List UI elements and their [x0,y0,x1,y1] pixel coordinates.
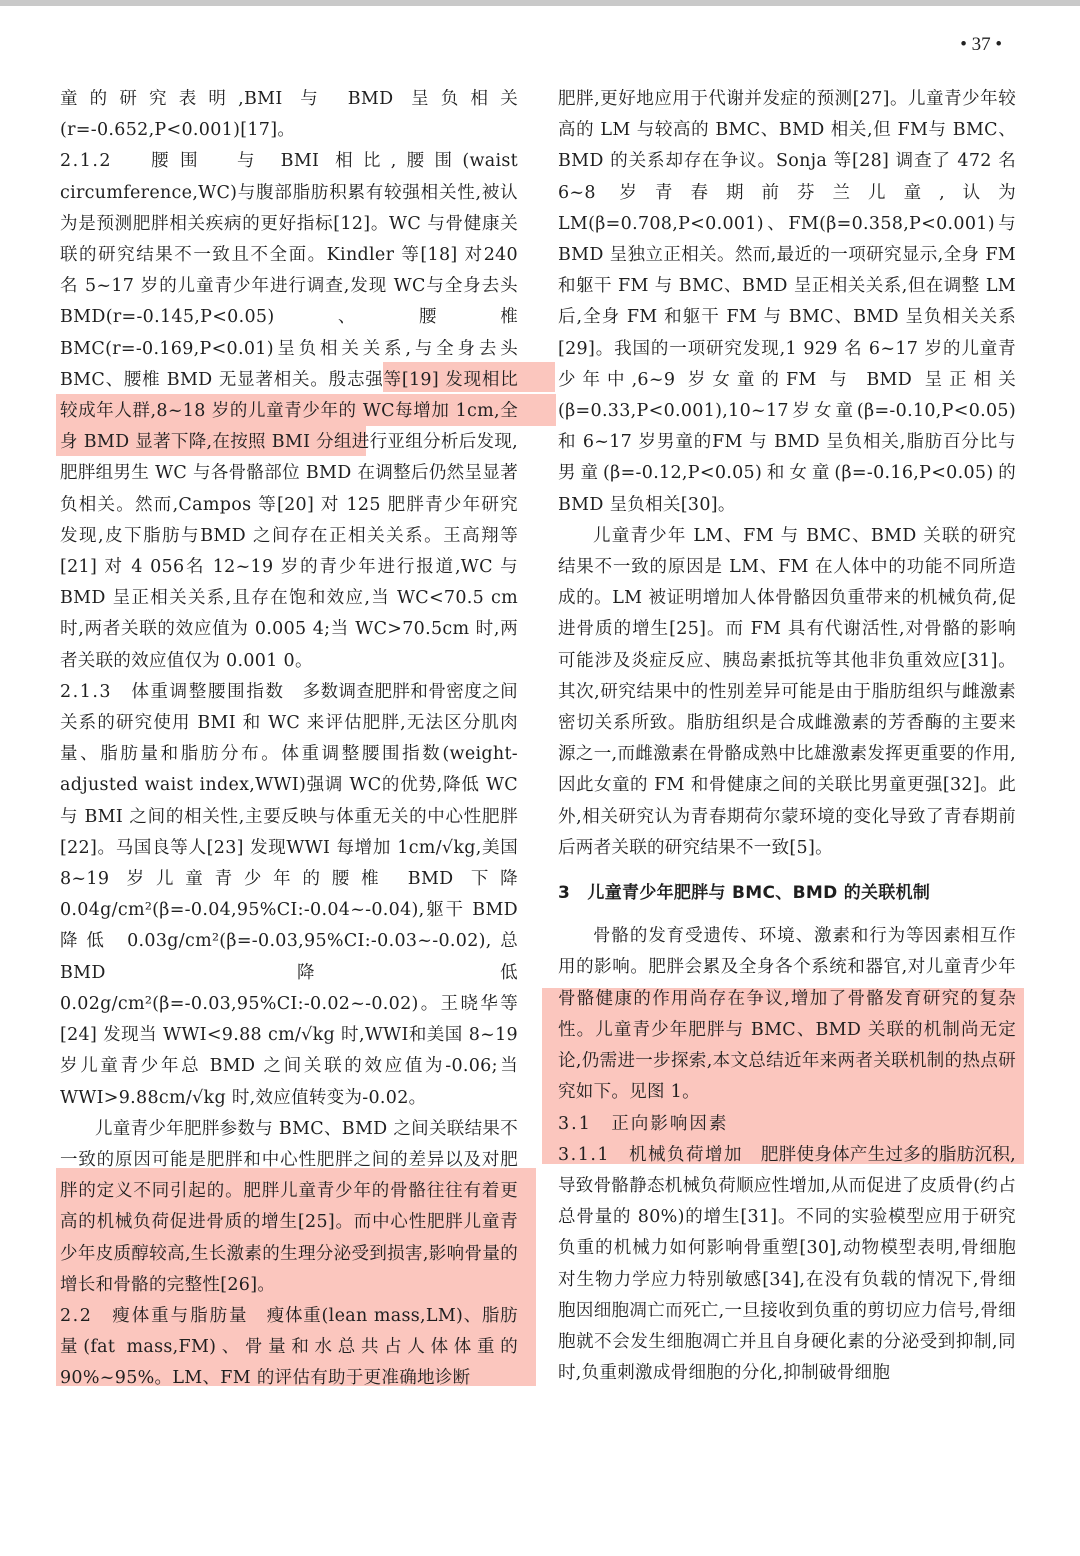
section-3-1-1-body: 肥胖使身体产生过多的脂肪沉积,导致骨骼静态机械负荷顺应性增加,从而促进了皮质骨(约占总骨量的 80%)的增生[31]。不同的实验模型应用于研究负重的机械力如何影响骨重塑[30],动物模型表明,骨细胞对生物力学应力特别敏感[34],在没有负载的情况下,骨细胞因细胞凋亡而死亡,一旦接收到负重的剪切应力信号,骨细胞就不会发生细胞凋亡并且自身硬化素的分泌受到抑制,同时,负重刺激成骨细胞的分化,抑制破骨细胞 [558,1144,1016,1384]
section-3-heading: 3 儿童青少年肥胖与 BMC、BMD 的关联机制 [558,883,931,904]
section-2-2-title: 2.2 瘦体重与脂肪量 [60,1305,249,1326]
section-3-1-1 [558,1140,1016,1390]
left-paragraph-1: 童的研究表明,BMI 与 BMD 呈负相关(r=-0.652,P<0.001)[17]。 [60,89,518,141]
right-column [558,84,1016,1389]
section-2-1-2-body: 与 BMI 相比,腰围(waist circumference,WC)与腹部脂肪积累有较强相关性,被认为是预测肥胖相关疾病的更好指标[12]。WC 与骨健康关联的研究结果不一致且不全面。Kindler 等[18] 对240 名 5~17 岁的儿童青少年进行调查,发现 WC与全身去头 BMD(r=-0.145,P<0.05)、腰椎BMC(r=-0.169,P<0.01)呈负相关关系,与全身去头 BMC、腰椎 BMD 无显著相关。殷志强等[19] 发现相比较成年人群,8~18 岁的儿童青少年的 WC每增加 1cm,全身 BMD 显著下降,在按照 BMI 分组进行亚组分析后发现,肥胖组男生 WC 与各骨骼部位 BMD 在调整后仍然呈显著负相关。然而,Campos 等[20] 对 125 肥胖青少年研究发现,皮下脂肪与BMD 之间存在正相关关系。王高翔等[21] 对 4 056名 12~19 岁的青少年进行报道,WC 与 BMD 呈正相关关系,且存在饱和效应,当 WC<70.5 cm 时,两者关联的效应值为 0.005 4;当 WC>70.5cm 时,两者关联的效应值仅为 0.001 0。 [60,151,518,671]
section-2-2-body: 瘦体重(lean mass,LM)、脂肪量(fat mass,FM)、骨量和水总共占人体体重的90%~95%。LM、FM 的评估有助于更准确地诊断 [60,1305,518,1389]
section-2-1-2-title: 2.1.2 腰围 [60,151,210,172]
page-number: • 37 • [960,34,1002,55]
section-3-1-1-title: 3.1.1 机械负荷增加 [558,1144,744,1165]
left-highlighted-paragraph: 儿童青少年肥胖参数与 BMC、BMD 之间关联结果不一致的原因可能是肥胖和中心性肥胖之间的差异以及对肥胖的定义不同引起的。肥胖儿童青少年的骨骼往往有着更高的机械负荷促进骨质的增生[25]。而中心性肥胖儿童青少年皮质醇较高,生长激素的生理分泌受到损害,影响骨量的增长和骨骼的完整性[26]。 [60,1118,518,1295]
section-2-1-3 [60,677,518,1114]
section-2-2 [60,1301,518,1395]
section-2-1-3-body: 多数调查肥胖和骨密度之间关系的研究使用 BMI 和 WC 来评估肥胖,无法区分肌肉量、脂肪量和脂肪分布。体重调整腰围指数(weight-adjusted waist index,WWI)强调 WC的优势,降低 WC 与 BMI 之间的相关性,主要反映与体重无关的中心性肥胖[22]。马国良等人[23] 发现WWI 每增加 1cm/√kg,美国 8~19 岁儿童青少年的腰椎 BMD 下降 0.04g/cm²(β=-0.04,95%CI:-0.04~-0.04),躯干 BMD 降低 0.03g/cm²(β=-0.03,95%CI:-0.03~-0.02),总 BMD 降低0.02g/cm²(β=-0.03,95%CI:-0.02~-0.02)。王晓华等[24] 发现当 WWI<9.88 cm/√kg 时,WWI和美国 8~19 岁儿童青少年总 BMD 之间关联的效应值为-0.06;当 WWI>9.88cm/√kg 时,效应值转变为-0.02。 [60,681,518,1108]
right-paragraph-2: 儿童青少年 LM、FM 与 BMC、BMD 关联的研究结果不一致的原因是 LM、FM 在人体中的功能不同所造成的。LM 被证明增加人体骨骼因负重带来的机械负荷,促进骨质的增生[25]。而 FM 具有代谢活性,对骨骼的影响可能涉及炎症反应、胰岛素抵抗等其他非负重效应[31]。其次,研究结果中的性别差异可能是由于脂肪组织与雌激素密切关系所致。脂肪组织是合成雌激素的芳香酶的主要来源之一,而雌激素在骨骼成熟中比雄激素发挥更重要的作用,因此女童的 FM 和骨健康之间的关联比男童更强[32]。此外,相关研究认为青春期荷尔蒙环境的变化导致了青春期前后两者关联的研究结果不一致[5]。 [558,525,1016,858]
left-column [60,84,518,1395]
right-paragraph-1: 肥胖,更好地应用于代谢并发症的预测[27]。儿童青少年较高的 LM 与较高的 BMC、BMD 相关,但 FM与 BMC、BMD 的关系却存在争议。Sonja 等[28] 调查了 472 名 6~8 岁青春期前芬兰儿童,认为 LM(β=0.708,P<0.001)、FM(β=0.358,P<0.001)与BMD 呈独立正相关。然而,最近的一项研究显示,全身 FM 和躯干 FM 与 BMC、BMD 呈正相关关系,但在调整 LM 后,全身 FM 和躯干 FM 与 BMC、BMD 呈负相关关系[29]。我国的一项研究发现,1 929 名 6~17 岁的儿童青少年中,6~9 岁女童的FM 与 BMD 呈正相关(β=0.33,P<0.001),10~17岁女童(β=-0.10,P<0.05)和 6~17 岁男童的FM 与 BMD 呈负相关,脂肪百分比与男童(β=-0.12,P<0.05)和女童(β=-0.16,P<0.05)的BMD 呈负相关[30]。 [558,89,1016,515]
section-2-1-2 [60,146,518,676]
top-border [0,0,1080,6]
section-3-1-heading: 3.1 正向影响因素 [558,1113,729,1134]
section-2-1-3-title: 2.1.3 体重调整腰围指数 [60,681,285,702]
right-highlighted-paragraph: 骨骼的发育受遗传、环境、激素和行为等因素相互作用的影响。肥胖会累及全身各个系统和器官,对儿童青少年骨骼健康的作用尚存在争议,增加了骨骼发育研究的复杂性。儿童青少年肥胖与 BMC、BMD 关联的机制尚无定论,仍需进一步探索,本文总结近年来两者关联机制的热点研究如下。见图 1。 [558,926,1016,1103]
